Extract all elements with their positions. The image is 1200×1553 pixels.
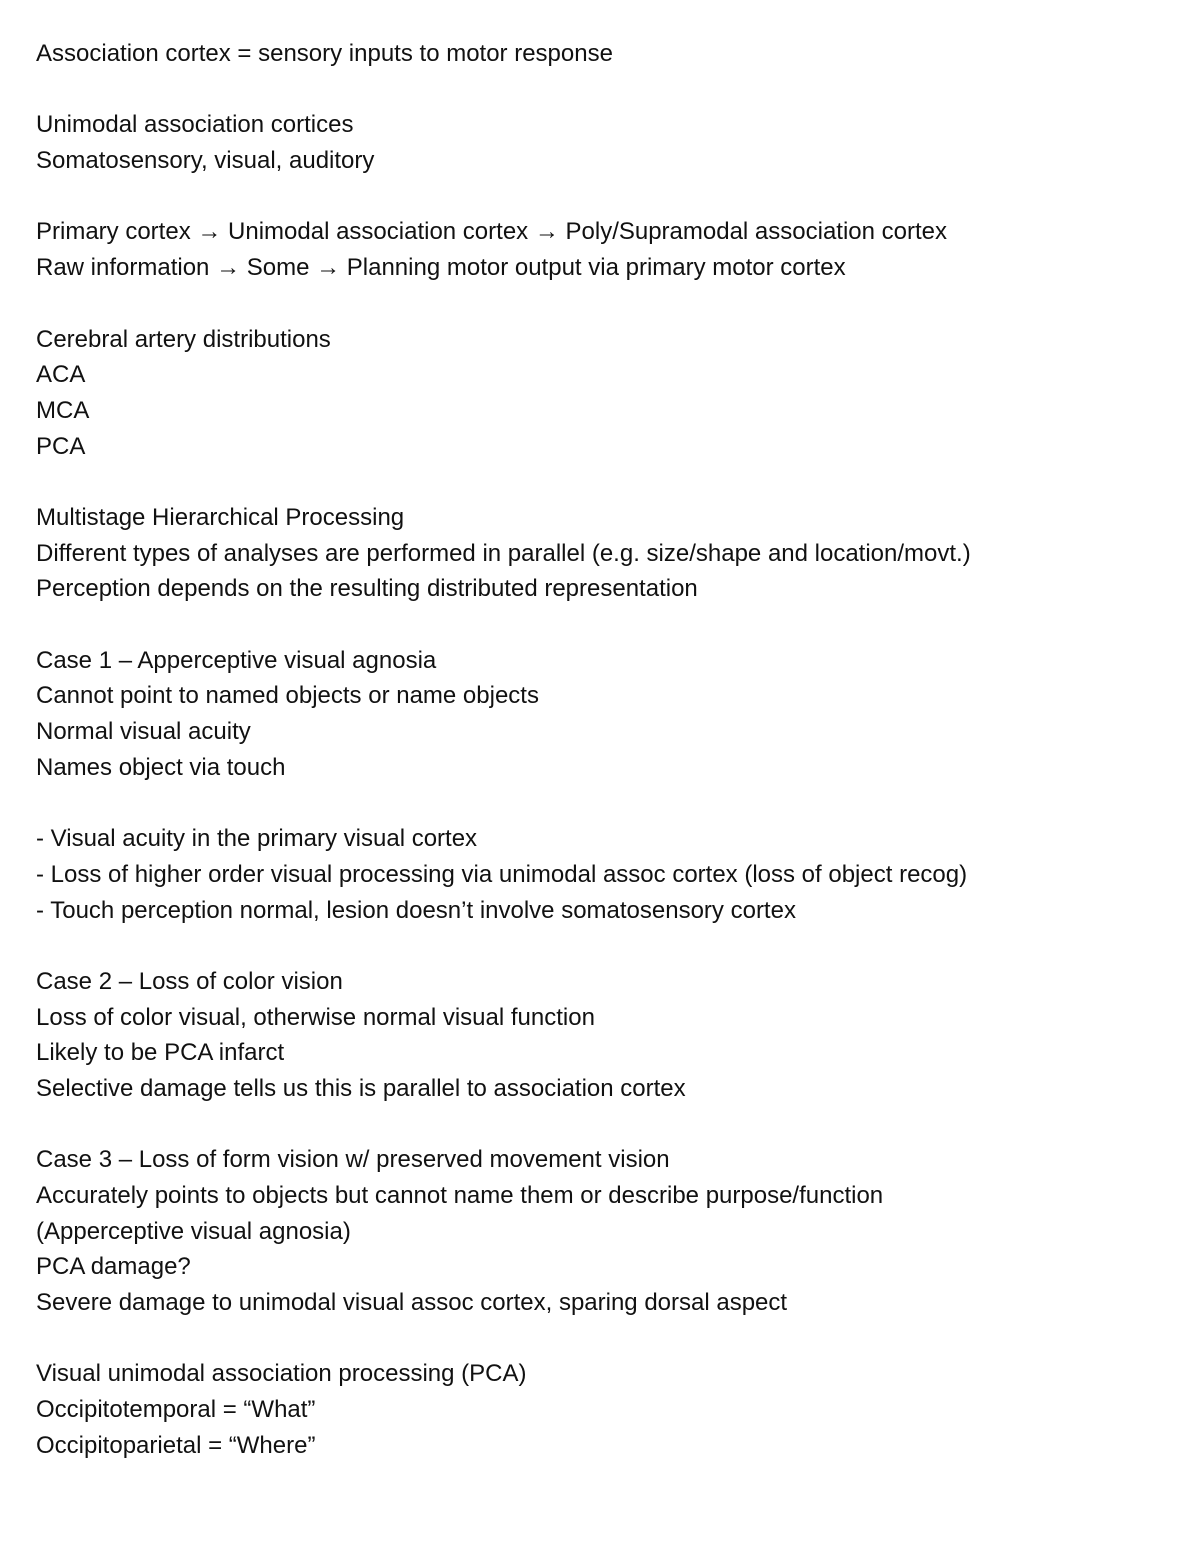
document-body xyxy=(36,36,1176,1464)
text-line: Normal visual acuity xyxy=(36,718,251,746)
text-line: MCA xyxy=(36,396,90,424)
text-line: Somatosensory, visual, auditory xyxy=(36,147,375,175)
blank-line xyxy=(36,464,1176,500)
text-line: ACA xyxy=(36,361,86,389)
text-line: Raw information → Some → Planning motor output via primary motor cortex xyxy=(36,254,846,282)
blank-line xyxy=(36,286,1176,322)
text-line: Occipitoparietal = “Where” xyxy=(36,1431,316,1459)
text-line: Names object via touch xyxy=(36,753,286,781)
text-line: Perception depends on the resulting distributed representation xyxy=(36,575,698,603)
text-line: PCA damage? xyxy=(36,1253,191,1281)
text-line: Multistage Hierarchical Processing xyxy=(36,503,405,531)
text-line: Likely to be PCA infarct xyxy=(36,1039,285,1067)
blank-line xyxy=(36,1107,1176,1143)
text-line: Cannot point to named objects or name objects xyxy=(36,682,539,710)
text-line: - Touch perception normal, lesion doesn’t involve somatosensory cortex xyxy=(36,896,796,924)
text-line: Occipitotemporal = “What” xyxy=(36,1396,316,1424)
text-line: Selective damage tells us this is parallel to association cortex xyxy=(36,1074,686,1102)
blank-line xyxy=(36,179,1176,215)
text-line: Primary cortex → Unimodal association cortex → Poly/Supramodal association cortex xyxy=(36,218,948,246)
text-line: PCA xyxy=(36,432,86,460)
blank-line xyxy=(36,928,1176,964)
text-line: Severe damage to unimodal visual assoc cortex, sparing dorsal aspect xyxy=(36,1289,788,1317)
text-line: Accurately points to objects but cannot name them or describe purpose/function xyxy=(36,1182,884,1209)
text-line: Unimodal association cortices xyxy=(36,111,354,139)
text-line: - Loss of higher order visual processing via unimodal assoc cortex (loss of object recog) xyxy=(36,860,968,888)
blank-line xyxy=(36,607,1176,643)
text-line: Cerebral artery distributions xyxy=(36,325,331,353)
text-line: Case 2 – Loss of color vision xyxy=(36,967,343,995)
blank-line xyxy=(36,785,1176,821)
text-line: Different types of analyses are performed in parallel (e.g. size/shape and location/movt.) xyxy=(36,539,971,567)
text-line: Visual unimodal association processing (PCA) xyxy=(36,1360,527,1388)
text-line: (Apperceptive visual agnosia) xyxy=(36,1217,351,1245)
text-line: - Visual acuity in the primary visual cortex xyxy=(36,825,478,853)
blank-line xyxy=(36,1321,1176,1357)
blank-line xyxy=(36,72,1176,108)
text-line: Case 3 – Loss of form vision w/ preserved movement vision xyxy=(36,1146,670,1174)
text-line: Case 1 – Apperceptive visual agnosia xyxy=(36,646,437,674)
text-line: Loss of color visual, otherwise normal visual function xyxy=(36,1003,595,1031)
text-line: Association cortex = sensory inputs to motor response xyxy=(36,40,613,67)
